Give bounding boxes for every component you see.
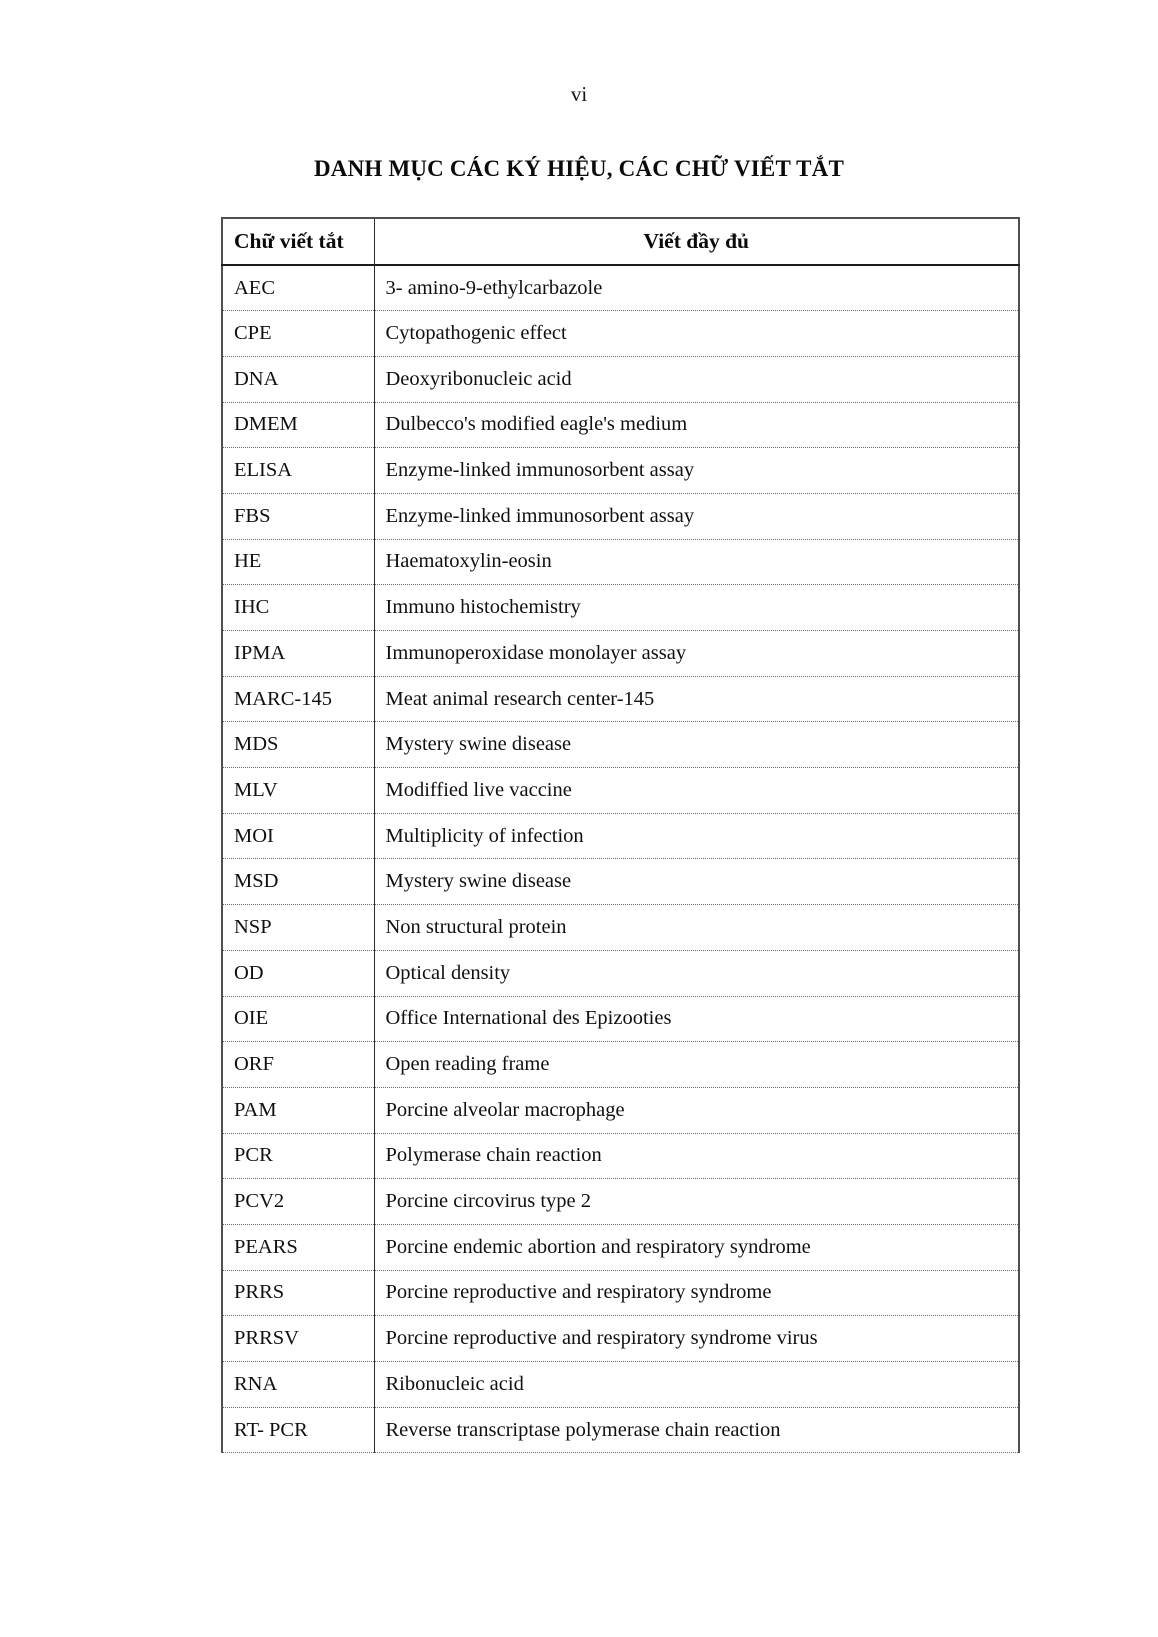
full-text-cell: Deoxyribonucleic acid bbox=[374, 356, 1019, 402]
table-row bbox=[222, 402, 1019, 448]
abbreviation-cell: DNA bbox=[222, 356, 374, 402]
abbreviation-cell: IPMA bbox=[222, 631, 374, 677]
table-row bbox=[222, 631, 1019, 677]
abbreviation-cell: NSP bbox=[222, 905, 374, 951]
table-row bbox=[222, 859, 1019, 905]
full-text-cell: Meat animal research center-145 bbox=[374, 676, 1019, 722]
abbreviation-cell: RT- PCR bbox=[222, 1407, 374, 1453]
abbreviation-cell: IHC bbox=[222, 585, 374, 631]
abbreviation-cell: MDS bbox=[222, 722, 374, 768]
abbreviation-cell: ORF bbox=[222, 1042, 374, 1088]
full-text-cell: Immunoperoxidase monolayer assay bbox=[374, 631, 1019, 677]
abbreviations-table bbox=[221, 217, 1020, 1453]
table-row bbox=[222, 1087, 1019, 1133]
full-text-cell: 3- amino-9-ethylcarbazole bbox=[374, 265, 1019, 311]
full-text-cell: Non structural protein bbox=[374, 905, 1019, 951]
full-text-cell: Porcine endemic abortion and respiratory syndrome bbox=[374, 1224, 1019, 1270]
table-row bbox=[222, 493, 1019, 539]
abbreviation-cell: MLV bbox=[222, 768, 374, 814]
full-text-cell: Mystery swine disease bbox=[374, 722, 1019, 768]
abbreviation-cell: HE bbox=[222, 539, 374, 585]
table-row bbox=[222, 768, 1019, 814]
full-text-cell: Haematoxylin-eosin bbox=[374, 539, 1019, 585]
full-text-cell: Porcine circovirus type 2 bbox=[374, 1179, 1019, 1225]
full-text-cell: Porcine alveolar macrophage bbox=[374, 1087, 1019, 1133]
abbreviation-cell: OD bbox=[222, 950, 374, 996]
abbreviation-cell: AEC bbox=[222, 265, 374, 311]
table-row bbox=[222, 813, 1019, 859]
table-row bbox=[222, 996, 1019, 1042]
full-text-cell: Polymerase chain reaction bbox=[374, 1133, 1019, 1179]
table-row bbox=[222, 676, 1019, 722]
full-text-cell: Reverse transcriptase polymerase chain reaction bbox=[374, 1407, 1019, 1453]
table-row bbox=[222, 1179, 1019, 1225]
full-text-cell: Dulbecco's modified eagle's medium bbox=[374, 402, 1019, 448]
full-text-cell: Modiffied live vaccine bbox=[374, 768, 1019, 814]
abbreviation-cell: MOI bbox=[222, 813, 374, 859]
table-row bbox=[222, 1042, 1019, 1088]
table-row bbox=[222, 1270, 1019, 1316]
abbreviation-cell: PEARS bbox=[222, 1224, 374, 1270]
table-row bbox=[222, 1316, 1019, 1362]
abbreviation-cell: PCR bbox=[222, 1133, 374, 1179]
abbreviation-cell: CPE bbox=[222, 311, 374, 357]
table-row bbox=[222, 311, 1019, 357]
abbreviation-cell: PCV2 bbox=[222, 1179, 374, 1225]
full-text-cell: Enzyme-linked immunosorbent assay bbox=[374, 493, 1019, 539]
abbreviation-cell: PRRSV bbox=[222, 1316, 374, 1362]
table-row bbox=[222, 1224, 1019, 1270]
page-number: vi bbox=[570, 82, 588, 106]
table-row bbox=[222, 722, 1019, 768]
full-text-cell: Enzyme-linked immunosorbent assay bbox=[374, 448, 1019, 494]
table-row bbox=[222, 950, 1019, 996]
abbreviation-cell: ELISA bbox=[222, 448, 374, 494]
full-text-cell: Cytopathogenic effect bbox=[374, 311, 1019, 357]
full-text-cell: Porcine reproductive and respiratory syndrome bbox=[374, 1270, 1019, 1316]
full-text-cell: Optical density bbox=[374, 950, 1019, 996]
table-row bbox=[222, 905, 1019, 951]
table-row bbox=[222, 539, 1019, 585]
table-body bbox=[222, 265, 1019, 1453]
table-row bbox=[222, 448, 1019, 494]
abbreviation-cell: OIE bbox=[222, 996, 374, 1042]
full-text-cell: Multiplicity of infection bbox=[374, 813, 1019, 859]
header-abbreviation-column: Chữ viết tắt bbox=[222, 218, 374, 265]
abbreviation-cell: PRRS bbox=[222, 1270, 374, 1316]
table-row bbox=[222, 585, 1019, 631]
table-header-row bbox=[222, 218, 1019, 265]
table-row bbox=[222, 356, 1019, 402]
page-title: DANH MỤC CÁC KÝ HIỆU, CÁC CHỮ VIẾT TẮT bbox=[313, 156, 845, 181]
table-row bbox=[222, 265, 1019, 311]
abbreviation-cell: DMEM bbox=[222, 402, 374, 448]
full-text-cell: Mystery swine disease bbox=[374, 859, 1019, 905]
header-fulltext-column: Viết đầy đủ bbox=[374, 218, 1019, 265]
full-text-cell: Open reading frame bbox=[374, 1042, 1019, 1088]
abbreviation-cell: RNA bbox=[222, 1362, 374, 1408]
full-text-cell: Immuno histochemistry bbox=[374, 585, 1019, 631]
full-text-cell: Ribonucleic acid bbox=[374, 1362, 1019, 1408]
abbreviation-cell: MARC-145 bbox=[222, 676, 374, 722]
full-text-cell: Porcine reproductive and respiratory syndrome virus bbox=[374, 1316, 1019, 1362]
abbreviation-cell: FBS bbox=[222, 493, 374, 539]
full-text-cell: Office International des Epizooties bbox=[374, 996, 1019, 1042]
abbreviation-cell: MSD bbox=[222, 859, 374, 905]
table-row bbox=[222, 1407, 1019, 1453]
abbreviation-cell: PAM bbox=[222, 1087, 374, 1133]
table-row bbox=[222, 1362, 1019, 1408]
table-row bbox=[222, 1133, 1019, 1179]
